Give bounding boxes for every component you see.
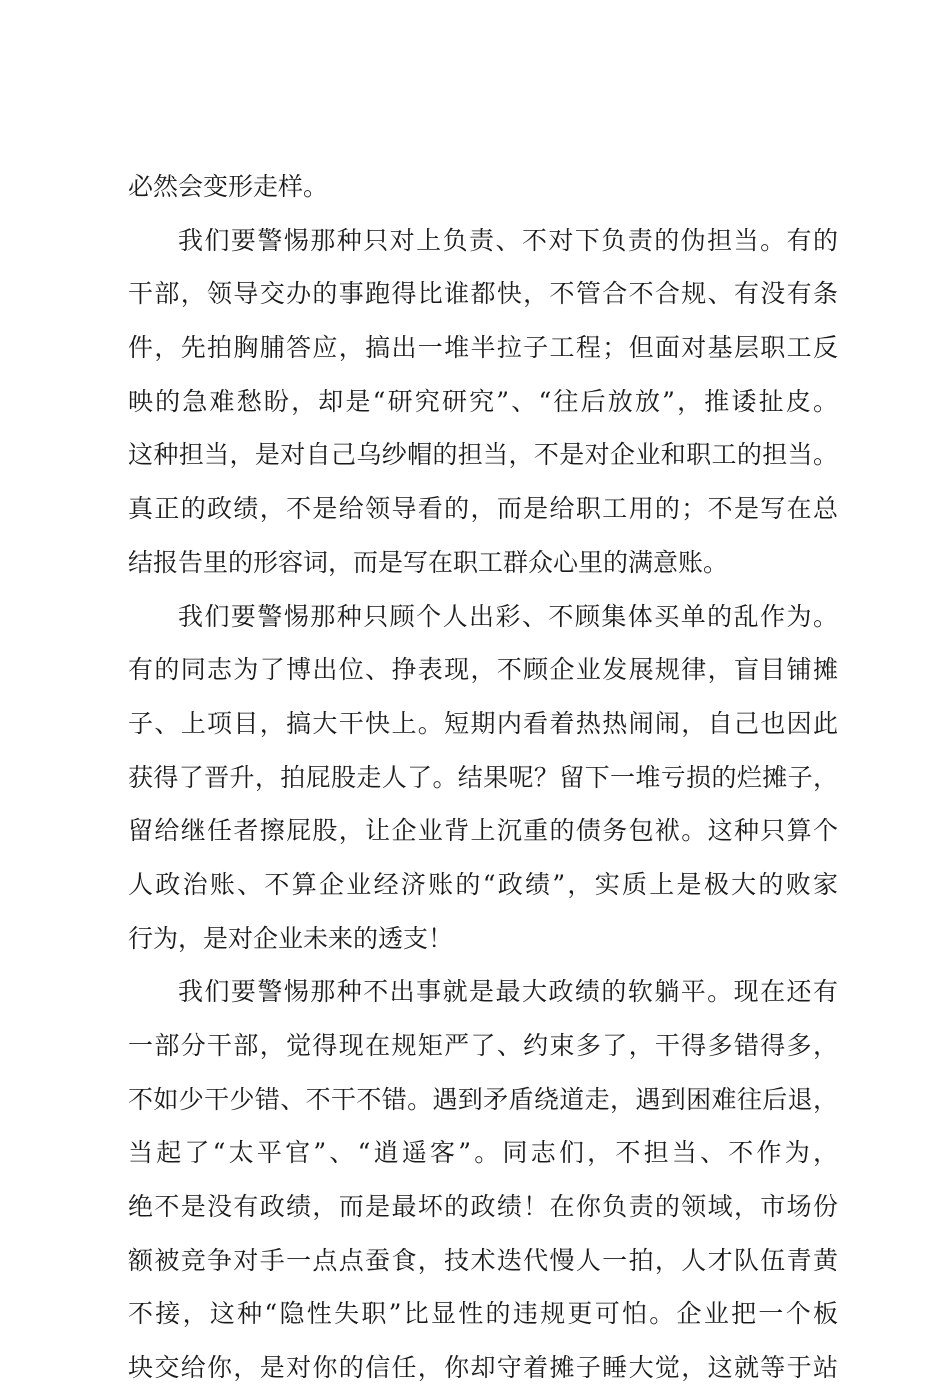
text-line: 块交给你，是对你的信任，你却守着摊子睡大觉，这就等于站 <box>128 1353 838 1383</box>
paragraph-start-line: 我们要警惕那种只对上负责、不对下负责的伪担当。有的 <box>178 225 838 255</box>
text-line: 留给继任者擦屁股，让企业背上沉重的债务包袱。这种只算个 <box>128 816 838 846</box>
text-line: 必然会变形走样。 <box>128 172 329 201</box>
text-line: 绝不是没有政绩，而是最坏的政绩！在你负责的领域，市场份 <box>128 1192 838 1222</box>
text-line: 行为，是对企业未来的透支！ <box>128 923 454 953</box>
text-line: 不如少干少错、不干不错。遇到矛盾绕道走，遇到困难往后退， <box>128 1084 838 1114</box>
text-line: 当起了“太平官”、“逍遥客”。同志们，不担当、不作为， <box>128 1138 838 1168</box>
text-line: 映的急难愁盼，却是“研究研究”、“往后放放”，推诿扯皮。 <box>128 386 838 416</box>
text-line: 件，先拍胸脯答应，搞出一堆半拉子工程；但面对基层职工反 <box>128 333 838 363</box>
text-line: 获得了晋升，拍屁股走人了。结果呢？留下一堆亏损的烂摊子， <box>128 762 838 792</box>
document-body <box>128 160 838 1395</box>
paragraph-start-line: 我们要警惕那种不出事就是最大政绩的软躺平。现在还有 <box>178 977 838 1007</box>
text-line: 不接，这种“隐性失职”比显性的违规更可怕。企业把一个板 <box>128 1299 838 1329</box>
text-line: 人政治账、不算企业经济账的“政绩”，实质上是极大的败家 <box>128 869 838 899</box>
text-line: 这种担当，是对自己乌纱帽的担当，不是对企业和职工的担当。 <box>128 440 838 470</box>
text-line: 有的同志为了博出位、挣表现，不顾企业发展规律，盲目铺摊 <box>128 655 838 685</box>
text-line: 真正的政绩，不是给领导看的，而是给职工用的；不是写在总 <box>128 494 838 524</box>
text-line: 结报告里的形容词，而是写在职工群众心里的满意账。 <box>128 547 729 577</box>
text-line: 干部，领导交办的事跑得比谁都快，不管合不合规、有没有条 <box>128 279 838 309</box>
text-line: 额被竞争对手一点点蚕食，技术迭代慢人一拍，人才队伍青黄 <box>128 1245 838 1275</box>
text-line: 一部分干部，觉得现在规矩严了、约束多了，干得多错得多， <box>128 1031 838 1060</box>
text-line: 子、上项目，搞大干快上。短期内看着热热闹闹，自己也因此 <box>128 708 838 738</box>
paragraph-start-line: 我们要警惕那种只顾个人出彩、不顾集体买单的乱作为。 <box>178 601 838 631</box>
